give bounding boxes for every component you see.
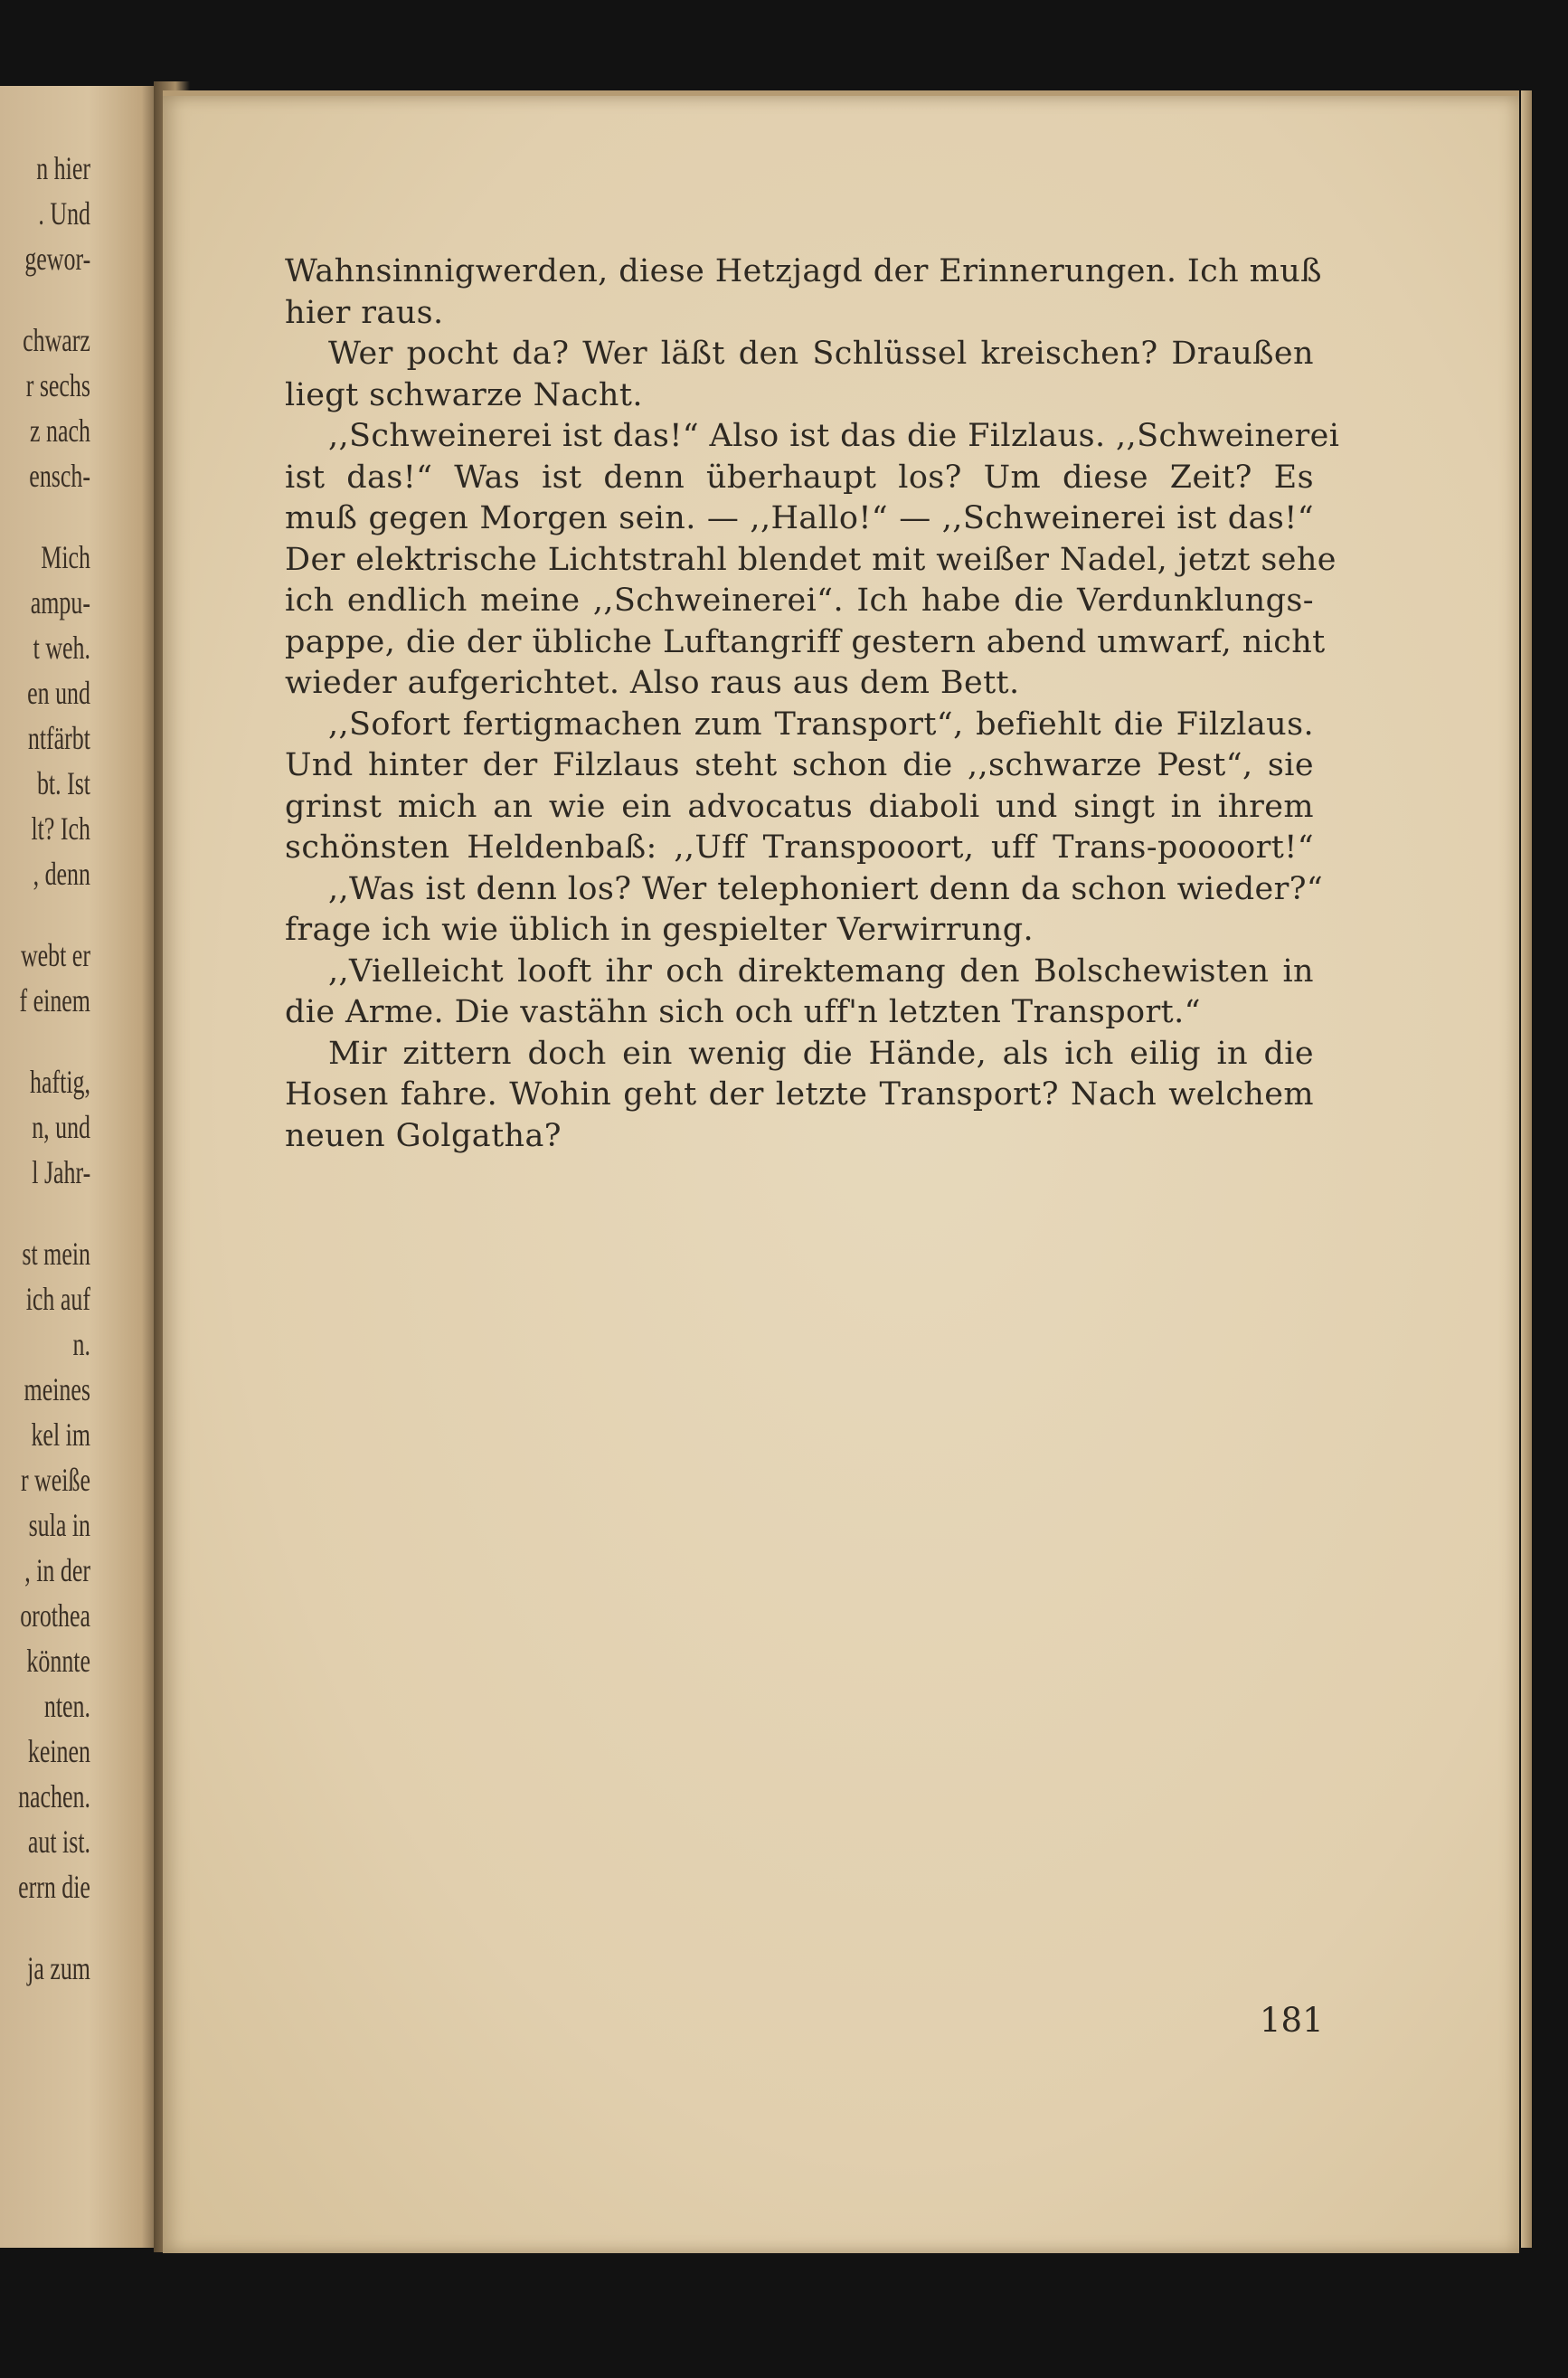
left-page-fragment: chwarz: [23, 322, 90, 358]
text-line: Mir zittern doch ein wenig die Hände, als ich eilig in die: [328, 1035, 1314, 1072]
left-page-fragment: kel im: [31, 1416, 90, 1453]
left-page-fragment: errn die: [18, 1869, 90, 1905]
left-page-fragment: n hier: [36, 150, 90, 186]
left-page-fragment: st mein: [22, 1236, 90, 1272]
text-line: Wahnsinnigwerden, diese Hetzjagd der Erinnerungen. Ich muß: [285, 253, 1322, 289]
text-line: ich endlich meine ,,Schweinerei“. Ich habe die Verdunklungs-: [285, 583, 1314, 619]
left-page-fragment: f einem: [19, 982, 90, 1018]
left-page-fragment: lt? Ich: [31, 810, 90, 847]
left-page-fragment: nten.: [43, 1688, 90, 1724]
text-line: grinst mich an wie ein advocatus diaboli und singt in ihrem: [285, 788, 1314, 825]
left-page-fragment: en und: [27, 675, 90, 711]
left-page-fragment: l Jahr-: [32, 1154, 90, 1190]
left-page-fragment: . Und: [38, 195, 90, 232]
text-line: frage ich wie üblich in gespielter Verwirrung.: [285, 912, 1034, 948]
left-page-fragment: webt er: [20, 937, 90, 973]
text-line: ,,Schweinerei ist das!“ Also ist das die Filzlaus. ,,Schweinerei: [328, 418, 1340, 454]
left-page-fragment: t weh.: [33, 630, 90, 666]
text-line: neuen Golgatha?: [285, 1117, 562, 1154]
text-line: ist das!“ Was ist denn überhaupt los? Um diese Zeit? Es: [285, 459, 1314, 496]
left-page-fragment: r sechs: [25, 367, 90, 403]
page-number: 181: [1260, 2001, 1324, 2040]
text-line: ,,Sofort fertigmachen zum Transport“, befiehlt die Filzlaus.: [328, 706, 1314, 743]
text-line: muß gegen Morgen sein. — ,,Hallo!“ — ,,Schweinerei ist das!“: [285, 500, 1314, 536]
left-page-fragment: ja zum: [27, 1950, 90, 1986]
text-line: hier raus.: [285, 294, 444, 331]
text-line: liegt schwarze Nacht.: [285, 376, 643, 413]
text-line: Der elektrische Lichtstrahl blendet mit weißer Nadel, jetzt sehe: [285, 541, 1337, 578]
left-page-fragment: sula in: [28, 1507, 90, 1543]
left-page-fragment: könnte: [26, 1643, 90, 1679]
left-page-fragment: gewor-: [24, 241, 90, 277]
left-page-fragment: aut ist.: [27, 1824, 90, 1860]
left-page-fragment: orothea: [20, 1597, 90, 1634]
left-page-fragment: ntfärbt: [27, 720, 90, 756]
text-line: Wer pocht da? Wer läßt den Schlüssel kreischen? Draußen: [328, 336, 1314, 372]
text-line: schönsten Heldenbaß: ,,Uff Transpooort, uff Trans-poooort!“: [285, 829, 1314, 866]
left-page-edge: [0, 86, 161, 2248]
left-page-fragment: bt. Ist: [36, 765, 90, 801]
left-page-fragment: r weiße: [20, 1462, 90, 1498]
text-line: pappe, die der übliche Luftangriff gestern abend umwarf, nicht: [285, 623, 1326, 660]
left-page-fragment: ich auf: [25, 1281, 90, 1317]
body-text: [285, 251, 1340, 1157]
text-line: Hosen fahre. Wohin geht der letzte Transport? Nach welchem: [285, 1076, 1314, 1113]
left-page-fragment: haftig,: [30, 1064, 90, 1100]
left-page-fragment: meines: [24, 1371, 90, 1407]
text-line: Und hinter der Filzlaus steht schon die ,,schwarze Pest“, sie: [285, 747, 1314, 783]
left-page-fragment: , in der: [24, 1552, 90, 1588]
text-line: ,,Vielleicht looft ihr och direktemang den Bolschewisten in: [328, 952, 1314, 990]
left-page-fragment: n, und: [32, 1109, 90, 1145]
left-page-fragment: ampu-: [30, 584, 90, 621]
page-fore-edge: [1521, 90, 1532, 2248]
left-page-fragment: keinen: [27, 1733, 90, 1769]
left-page-fragment: nachen.: [18, 1778, 90, 1814]
left-page-fragment: , denn: [33, 856, 90, 892]
left-page-fragment: n.: [72, 1326, 90, 1362]
left-page-fragment: Mich: [41, 539, 90, 575]
left-page-fragment: z nach: [30, 412, 90, 449]
text-line: ,,Was ist denn los? Wer telephoniert denn da schon wieder?“: [328, 870, 1324, 907]
text-line: wieder aufgerichtet. Also raus aus dem Bett.: [285, 665, 1020, 701]
left-page-fragment: ensch-: [29, 458, 90, 494]
text-line: die Arme. Die vastähn sich och uff'n letzten Transport.“: [285, 994, 1201, 1030]
